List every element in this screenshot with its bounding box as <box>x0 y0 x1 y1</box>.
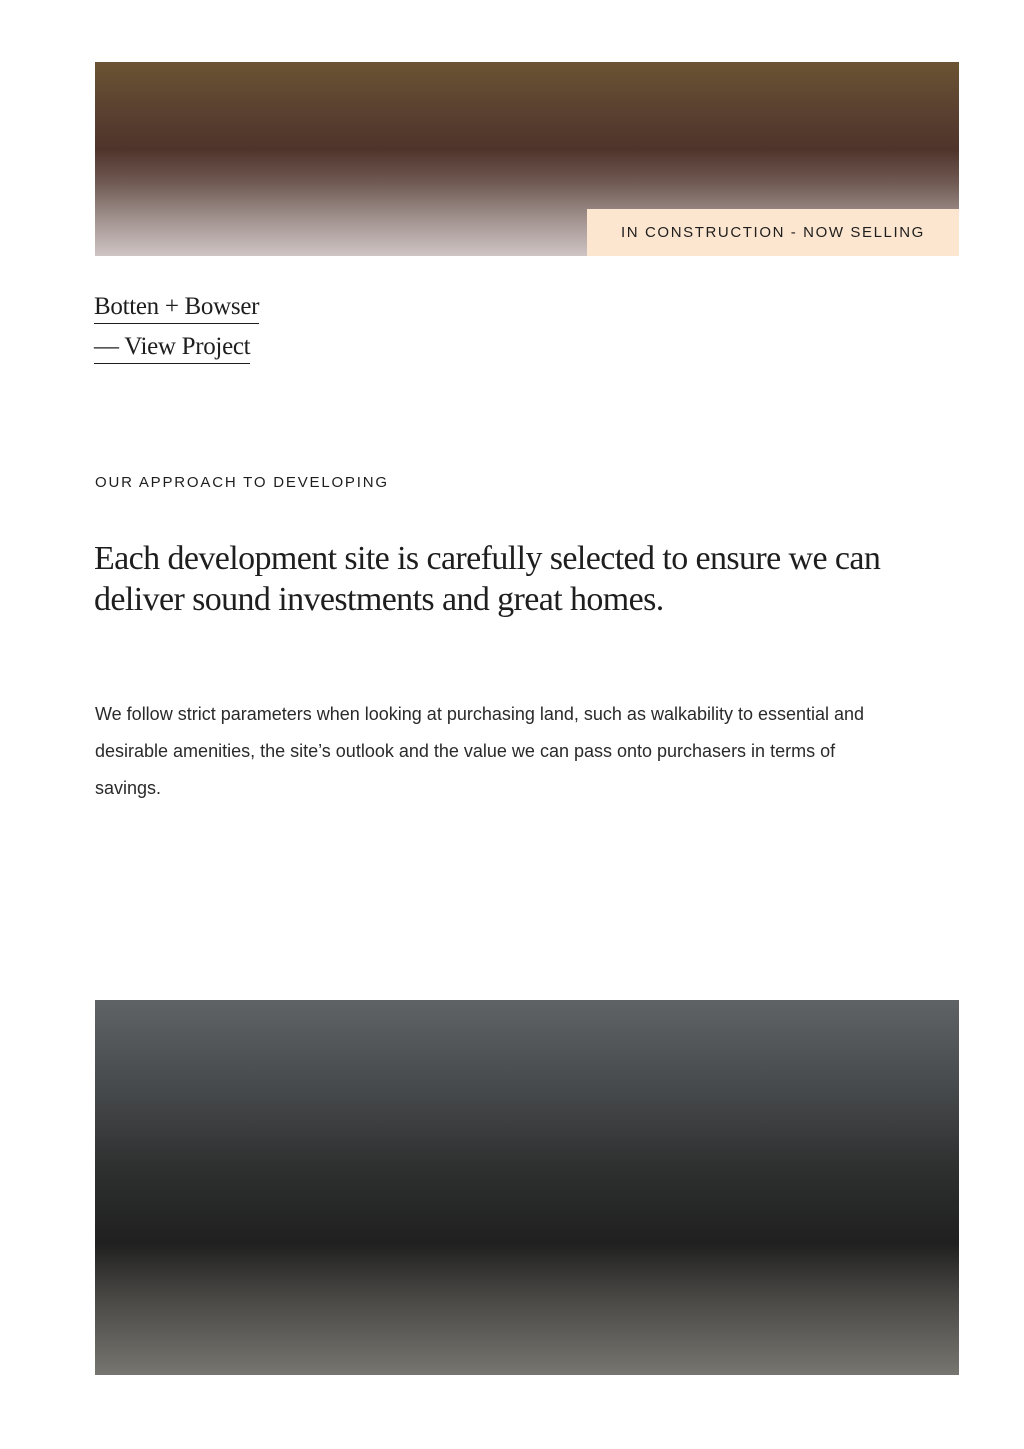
section-body-text: We follow strict parameters when looking at purchasing land, such as walkability to essential and desirable amenities, the site’s outlook and the value we can pass onto purchasers in terms of savings. <box>95 704 865 798</box>
status-badge: IN CONSTRUCTION - NOW SELLING <box>587 209 959 256</box>
project-hero-image[interactable] <box>95 62 959 256</box>
view-project-link[interactable]: — View Project <box>94 330 250 364</box>
section-eyebrow: OUR APPROACH TO DEVELOPING <box>95 474 389 491</box>
project-name-link[interactable]: Botten + Bowser <box>94 290 259 324</box>
project-links <box>94 290 259 370</box>
feature-image <box>95 1000 959 1375</box>
section-headline: Each development site is carefully selected to ensure we can deliver sound investments and great homes. <box>94 540 881 618</box>
